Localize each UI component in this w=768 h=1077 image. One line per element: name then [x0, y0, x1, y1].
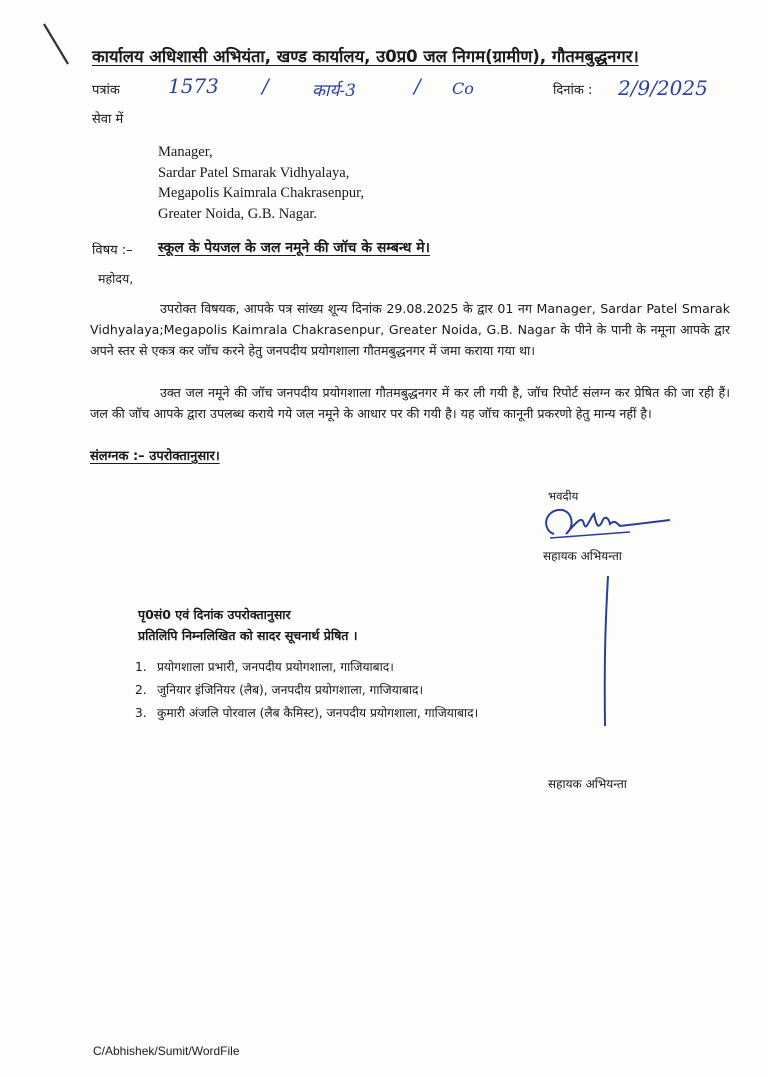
salutation: महोदय, — [98, 271, 134, 286]
list-item: 3. कुमारी अंजलि पोरवाल (लैब कैमिस्ट), जनपदीय प्रयोगशाला, गाजियाबाद। — [135, 706, 479, 720]
date-label: दिनांक : — [553, 83, 593, 98]
copy-heading: प्रतिलिपि निम्नलिखित को सादर सूचनार्थ प्रेषित । — [138, 628, 358, 643]
body-paragraph-1: उपरोक्त विषयक, आपके पत्र सांख्य शून्य दिनांक 29.08.2025 के द्वार 01 नग Manager, Sardar Patel Smarak Vidhyalaya;Megapolis Kaimrala Chakrasenpur, Greater Noida, G.B. Nagar के पीने के पानी के नमूना आपके द्वार अपने स्तर से एकत्र कर जॉच करने हेतु जनपदीय प्रयोगशाला गौतमबुद्धनगर में जमा कराया गया था। — [90, 301, 730, 358]
ref-suffix: Co — [452, 79, 474, 98]
copy-list — [135, 656, 478, 725]
signatory-designation: सहायक अभियन्ता — [543, 549, 622, 563]
addressee-line: Megapolis Kaimrala Chakrasenpur, — [158, 185, 364, 201]
to-label: सेवा में — [92, 112, 124, 127]
pen-mark — [38, 20, 78, 70]
ref-separator-1: / — [262, 74, 269, 98]
body-paragraph-2: उक्त जल नमूने की जॉच जनपदीय प्रयोगशाला गौतमबुद्धनगर में कर ली गयी है, जॉच रिपोर्ट संलग्न कर प्रेषित की जा रही हैं। जल की जॉच आपके द्वारा उपलब्ध कराये गये जल नमूने के आधार पर की गयी है। यह जॉच कानूनी प्रकरणो हेतु मान्य नहीं है। — [90, 385, 730, 421]
addressee-line: Manager, — [158, 144, 213, 160]
subject-label: विषय :– — [92, 243, 133, 258]
ref-separator-2: / — [414, 74, 421, 98]
pen-stroke — [596, 572, 616, 732]
addressee-line: Sardar Patel Smarak Vidhyalaya, — [158, 164, 350, 181]
section-code: कार्य-3 — [312, 81, 356, 101]
date-value: 2/9/2025 — [618, 76, 708, 100]
patrank-label: पत्रांक — [92, 83, 120, 98]
addressee-line: Greater Noida, G.B. Nagar. — [158, 205, 318, 222]
signature-image — [538, 500, 678, 546]
list-item: 1. प्रयोगशाला प्रभारी, जनपदीय प्रयोगशाला, गाजियाबाद। — [135, 660, 394, 674]
closing: भवदीय — [548, 489, 579, 503]
subject-text: स्कूल के पेयजल के जल नमूने की जॉच के सम्बन्ध मे। — [158, 240, 430, 256]
addressee-block — [158, 142, 364, 224]
list-item: 2. जुनियार इंजिनियर (लैब), जनपदीय प्रयोगशाला, गाजियाबाद। — [135, 683, 424, 697]
office-title: कार्यालय अधिशासी अभियंता, खण्ड कार्यालय, उ0प्र0 जल निगम(ग्रामीण), गौतमबुद्धनगर। — [92, 47, 639, 66]
enclosure-line: संलग्नक :– उपरोक्तानुसार। — [90, 449, 220, 464]
letter-number: 1573 — [168, 74, 219, 98]
copy-designation: सहायक अभियन्ता — [548, 777, 627, 791]
copy-ref-line: पृ0सं0 एवं दिनांक उपरोक्तानुसार — [138, 607, 291, 622]
file-path: C/Abhishek/Sumit/WordFile — [93, 1044, 240, 1058]
